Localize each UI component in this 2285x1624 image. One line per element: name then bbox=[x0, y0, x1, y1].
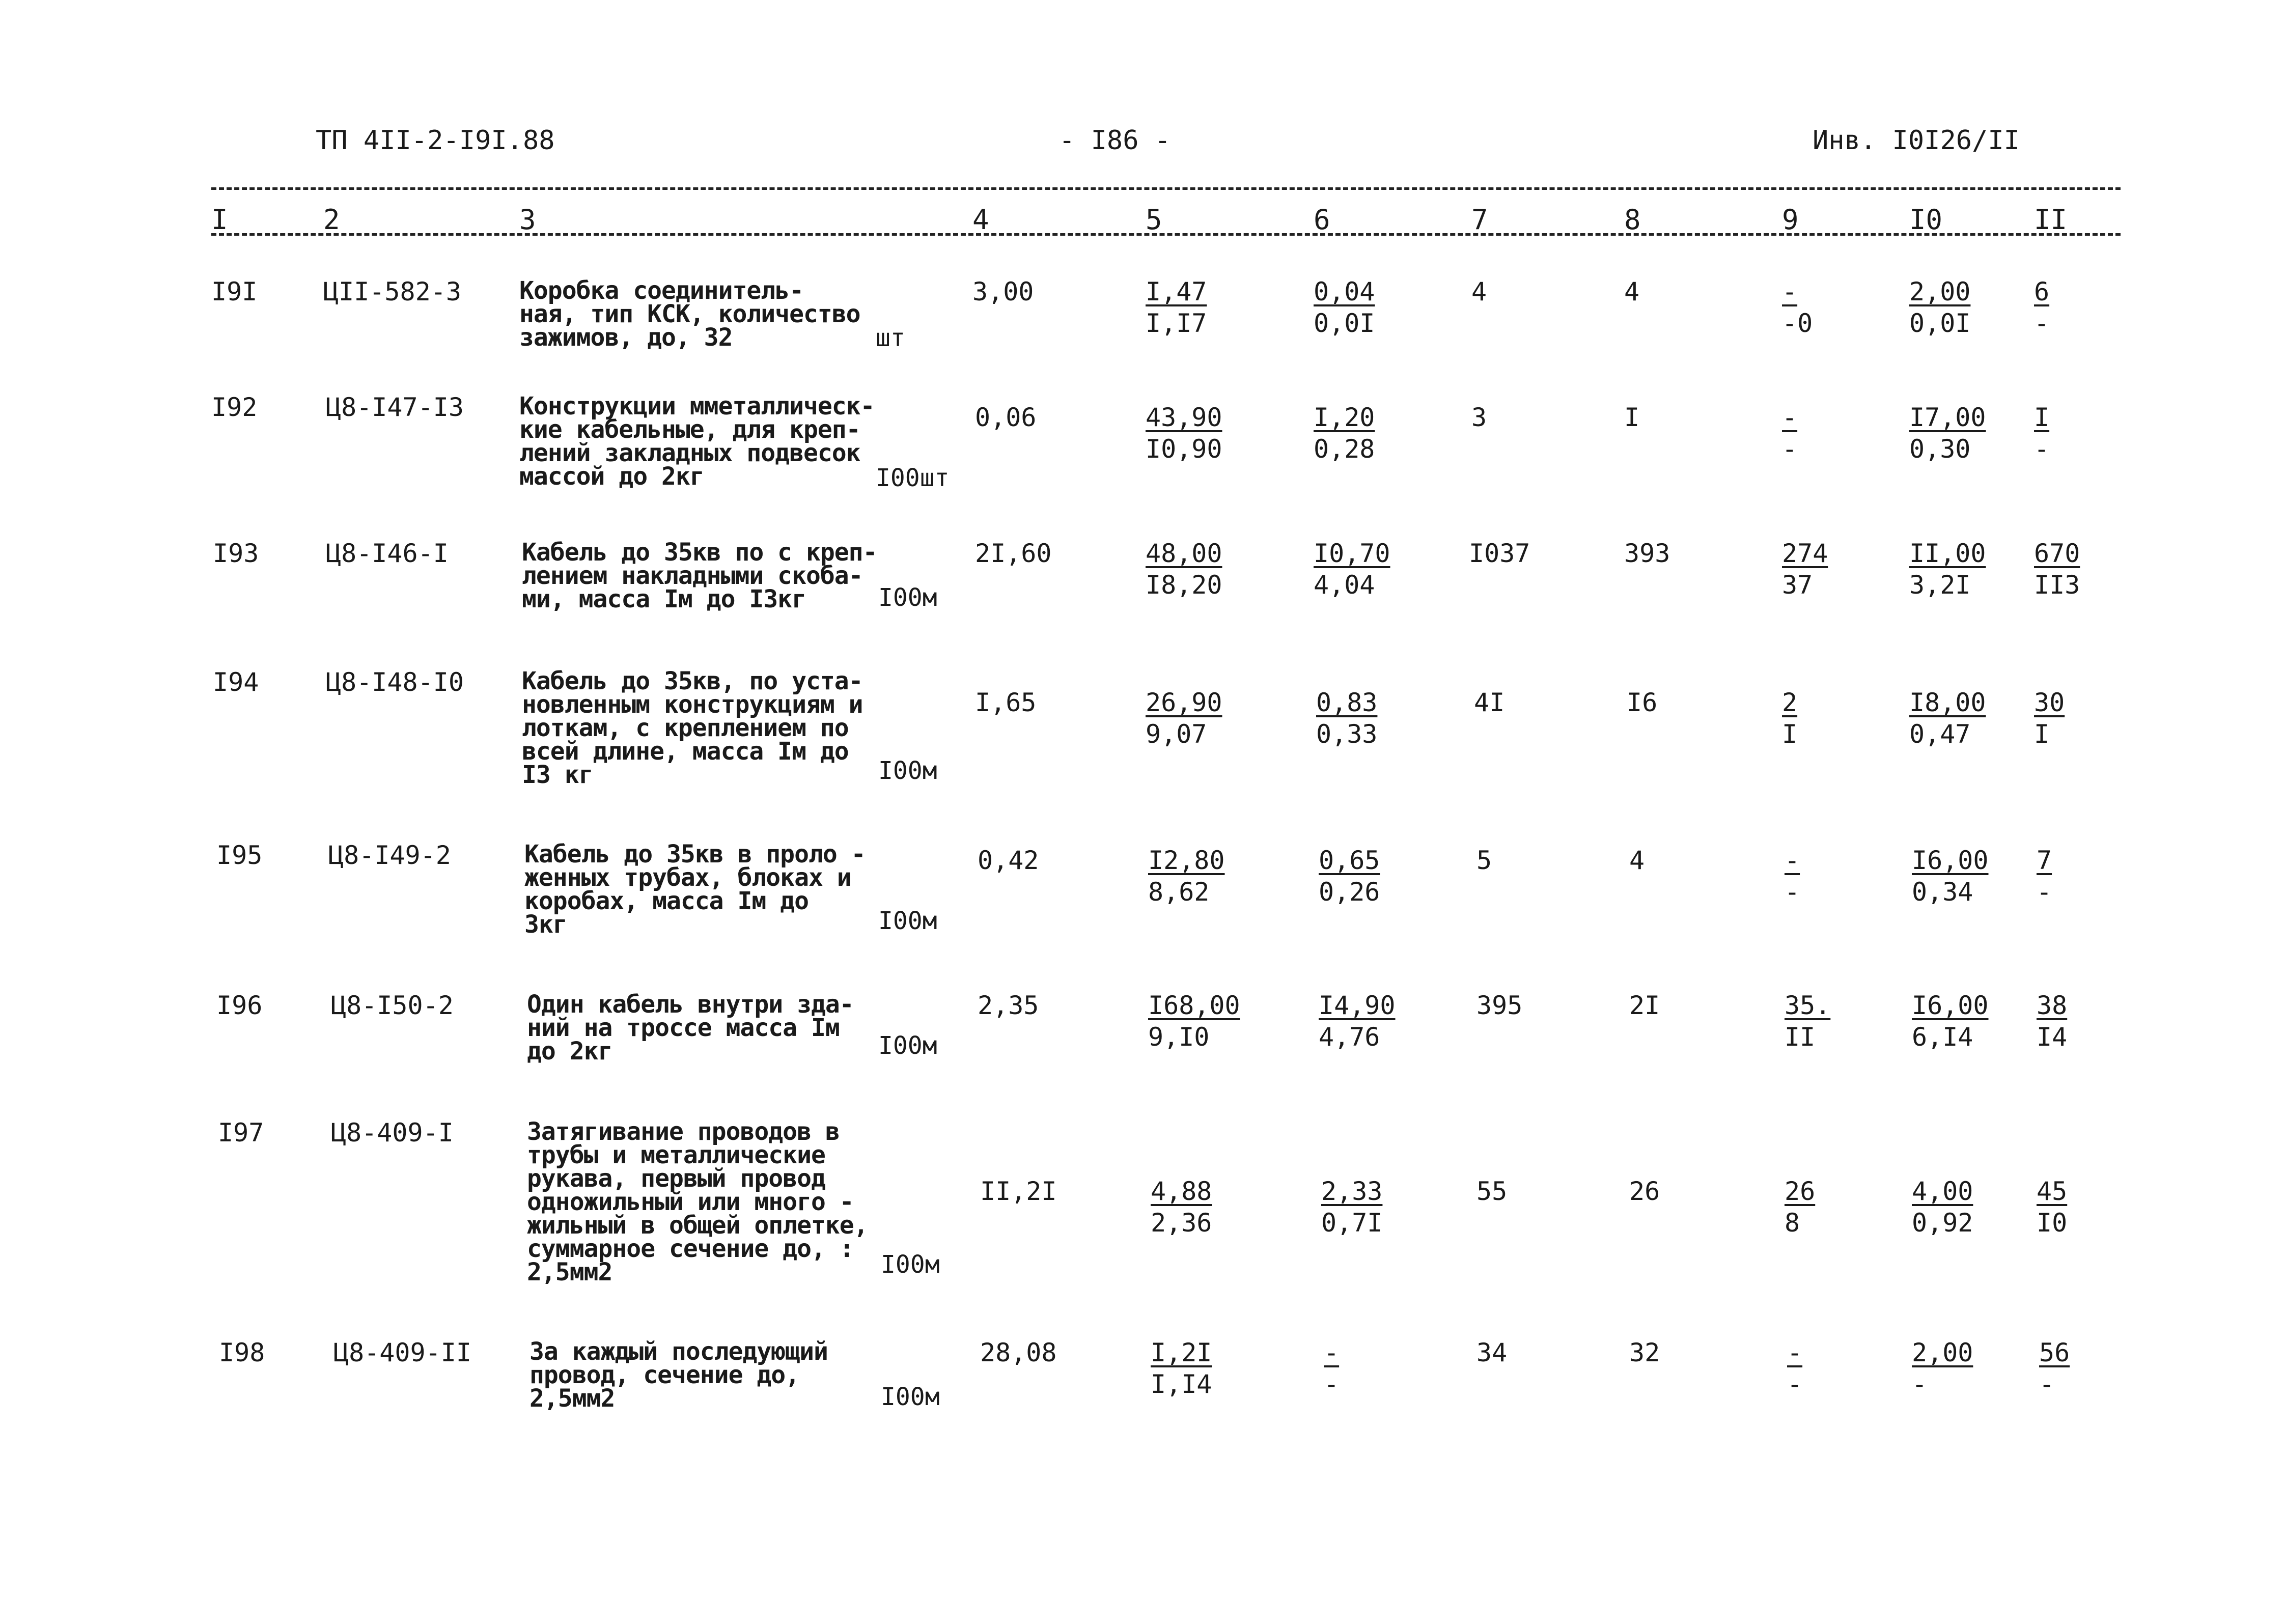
unit: I00м bbox=[878, 583, 937, 612]
unit: I00м bbox=[878, 907, 937, 935]
col8-value: 393 bbox=[1624, 539, 1670, 568]
col11-top: 670 bbox=[2034, 539, 2080, 568]
quantity: 28,08 bbox=[980, 1338, 1057, 1367]
col10-values bbox=[1909, 405, 1986, 462]
col10-values bbox=[1909, 541, 1986, 598]
unit: шт bbox=[876, 324, 905, 352]
col5-values bbox=[1146, 690, 1222, 747]
document-code: ТП 4II-2-I9I.88 bbox=[316, 125, 555, 156]
page-number: - I86 - bbox=[1059, 125, 1171, 156]
header-rule-bottom bbox=[211, 233, 2121, 236]
col8-value: 4 bbox=[1629, 846, 1645, 875]
col5-bottom: I0,90 bbox=[1146, 434, 1222, 464]
col7-value: 4 bbox=[1471, 277, 1487, 306]
work-description: Конструкции мметаллическ- кие кабельные, для креп- лений закладных подвесок массой до 2кг bbox=[519, 392, 875, 491]
col6-values bbox=[1314, 541, 1390, 598]
norm-code: Ц8-409-II bbox=[333, 1338, 471, 1367]
col11-values bbox=[2034, 541, 2080, 598]
col11-bottom: I4 bbox=[2037, 1022, 2068, 1052]
column-header: 2 bbox=[323, 204, 340, 236]
col10-top: 2,00 bbox=[1912, 1338, 1973, 1367]
col10-values bbox=[1909, 690, 1986, 747]
col11-top: 38 bbox=[2037, 991, 2068, 1020]
col6-top: 0,65 bbox=[1319, 846, 1380, 875]
col7-value: 395 bbox=[1476, 991, 1523, 1020]
col10-values bbox=[1912, 1340, 1973, 1397]
col5-bottom: I,I7 bbox=[1146, 309, 1207, 338]
col11-top: 30 bbox=[2034, 688, 2065, 717]
col5-top: I68,00 bbox=[1148, 991, 1240, 1020]
col11-top: 45 bbox=[2037, 1177, 2068, 1206]
col6-bottom: - bbox=[1324, 1369, 1340, 1399]
col5-top: 43,90 bbox=[1146, 403, 1222, 432]
col6-values bbox=[1319, 993, 1396, 1050]
quantity: 0,42 bbox=[978, 846, 1039, 875]
col10-bottom: - bbox=[1912, 1369, 1928, 1399]
col5-top: 48,00 bbox=[1146, 539, 1222, 568]
col5-values bbox=[1148, 848, 1225, 905]
col9-top: - bbox=[1785, 846, 1800, 875]
col11-top: 6 bbox=[2034, 277, 2050, 306]
column-header: 4 bbox=[972, 204, 989, 236]
col9-values bbox=[1787, 1340, 1802, 1397]
col7-value: 3 bbox=[1471, 403, 1487, 432]
col6-bottom: 0,0I bbox=[1314, 309, 1375, 338]
quantity: 3,00 bbox=[972, 277, 1034, 306]
col5-bottom: I,I4 bbox=[1151, 1369, 1212, 1399]
col6-bottom: 4,76 bbox=[1319, 1022, 1380, 1052]
col5-bottom: 2,36 bbox=[1151, 1208, 1212, 1238]
row-number: I96 bbox=[216, 991, 263, 1020]
col6-bottom: 0,7I bbox=[1321, 1208, 1383, 1238]
col6-top: I,20 bbox=[1314, 403, 1375, 432]
col6-top: I0,70 bbox=[1314, 539, 1390, 568]
col5-values bbox=[1146, 541, 1222, 598]
header-rule-top bbox=[211, 187, 2121, 190]
col6-bottom: 4,04 bbox=[1314, 570, 1375, 600]
column-header: 8 bbox=[1624, 204, 1641, 236]
col9-bottom: - bbox=[1785, 877, 1800, 907]
col9-top: - bbox=[1787, 1338, 1803, 1367]
col10-bottom: 0,0I bbox=[1909, 309, 1971, 338]
col6-top: 0,83 bbox=[1316, 688, 1378, 717]
col9-values bbox=[1782, 541, 1828, 598]
col6-bottom: 0,28 bbox=[1314, 434, 1375, 464]
col6-values bbox=[1314, 405, 1375, 462]
work-description: Кабель до 35кв, по уста- новленным конструкциям и лоткам, с креплением по всей длине, масса Iм до I3 кг bbox=[522, 667, 863, 789]
col10-top: I8,00 bbox=[1909, 688, 1986, 717]
col8-value: I6 bbox=[1627, 688, 1658, 717]
quantity: I,65 bbox=[975, 688, 1037, 717]
col6-values bbox=[1314, 279, 1375, 336]
unit: I00м bbox=[881, 1383, 940, 1411]
col9-bottom: II bbox=[1785, 1022, 1816, 1052]
col9-values bbox=[1785, 993, 1830, 1050]
col10-values bbox=[1912, 1179, 1973, 1236]
col5-bottom: 9,I0 bbox=[1148, 1022, 1210, 1052]
col9-top: 26 bbox=[1785, 1177, 1816, 1206]
col11-values bbox=[2034, 690, 2065, 747]
col6-top: - bbox=[1324, 1338, 1340, 1367]
col11-values bbox=[2037, 993, 2067, 1050]
work-description: Затягивание проводов в трубы и металлические рукава, первый провод одножильный или много - жильный в общей оплетке, суммарное сечение до, : 2,5мм2 bbox=[527, 1117, 868, 1286]
column-header: II bbox=[2034, 204, 2068, 236]
work-description: За каждый последующий провод, сечение до, 2,5мм2 bbox=[530, 1337, 828, 1413]
col9-bottom: -0 bbox=[1782, 309, 1813, 338]
col10-bottom: 3,2I bbox=[1909, 570, 1971, 600]
row-number: I98 bbox=[219, 1338, 265, 1367]
col10-top: 4,00 bbox=[1912, 1177, 1973, 1206]
col10-top: II,00 bbox=[1909, 539, 1986, 568]
col7-value: 4I bbox=[1474, 688, 1505, 717]
col5-bottom: 8,62 bbox=[1148, 877, 1210, 907]
col5-top: 4,88 bbox=[1151, 1177, 1212, 1206]
col9-top: - bbox=[1782, 403, 1798, 432]
col11-bottom: I0 bbox=[2037, 1208, 2068, 1238]
col10-values bbox=[1909, 279, 1970, 336]
norm-code: Ц8-I50-2 bbox=[331, 991, 454, 1020]
col9-bottom: 8 bbox=[1785, 1208, 1800, 1238]
col11-values bbox=[2034, 405, 2049, 462]
unit: I00м bbox=[878, 1031, 937, 1060]
col10-values bbox=[1912, 993, 1989, 1050]
col11-values bbox=[2037, 1179, 2067, 1236]
work-description: Коробка соединитель- ная, тип КСК, количество зажимов, до, 32 bbox=[519, 276, 860, 352]
norm-code: Ц8-409-I bbox=[331, 1118, 454, 1147]
col8-value: 26 bbox=[1629, 1177, 1660, 1206]
row-number: I92 bbox=[211, 393, 258, 422]
col6-values bbox=[1321, 1179, 1382, 1236]
unit: I00м bbox=[878, 757, 937, 785]
row-number: I94 bbox=[213, 667, 259, 697]
col9-values bbox=[1785, 1179, 1815, 1236]
col9-bottom: 37 bbox=[1782, 570, 1813, 600]
col6-bottom: 0,33 bbox=[1316, 719, 1378, 749]
col6-values bbox=[1324, 1340, 1339, 1397]
col7-value: 5 bbox=[1476, 846, 1492, 875]
col6-top: 0,04 bbox=[1314, 277, 1375, 306]
quantity: 2,35 bbox=[978, 991, 1039, 1020]
norm-code: Ц8-I47-I3 bbox=[326, 393, 464, 422]
column-header: 6 bbox=[1314, 204, 1330, 236]
column-header: 5 bbox=[1146, 204, 1162, 236]
col9-values bbox=[1782, 279, 1813, 336]
col9-top: - bbox=[1782, 277, 1798, 306]
col8-value: 32 bbox=[1629, 1338, 1660, 1367]
col11-values bbox=[2039, 1340, 2070, 1397]
work-description: Кабель до 35кв по с креп- лением накладными скоба- ми, масса Iм до I3кг bbox=[522, 538, 877, 613]
col10-bottom: 0,92 bbox=[1912, 1208, 1973, 1238]
col11-bottom: - bbox=[2037, 877, 2052, 907]
col9-top: 274 bbox=[1782, 539, 1828, 568]
unit: I00м bbox=[881, 1250, 940, 1279]
column-header: 9 bbox=[1782, 204, 1799, 236]
col6-top: I4,90 bbox=[1319, 991, 1396, 1020]
col5-values bbox=[1151, 1340, 1212, 1397]
col5-top: 26,90 bbox=[1146, 688, 1222, 717]
col8-value: 2I bbox=[1629, 991, 1660, 1020]
col9-top: 2 bbox=[1782, 688, 1798, 717]
col11-values bbox=[2034, 279, 2049, 336]
row-number: I9I bbox=[211, 277, 258, 306]
col5-values bbox=[1151, 1179, 1212, 1236]
column-header: I0 bbox=[1909, 204, 1943, 236]
col6-bottom: 0,26 bbox=[1319, 877, 1380, 907]
col9-bottom: - bbox=[1787, 1369, 1803, 1399]
col9-values bbox=[1782, 690, 1797, 747]
column-header: 3 bbox=[519, 204, 536, 236]
col11-bottom: I bbox=[2034, 719, 2050, 749]
col10-top: I7,00 bbox=[1909, 403, 1986, 432]
col9-top: 35. bbox=[1785, 991, 1831, 1020]
col11-values bbox=[2037, 848, 2052, 905]
col10-values bbox=[1912, 848, 1989, 905]
col5-top: I,2I bbox=[1151, 1338, 1212, 1367]
col10-top: I6,00 bbox=[1912, 846, 1989, 875]
work-description: Кабель до 35кв в проло - женных трубах, блоках и коробах, масса Iм до 3кг bbox=[524, 840, 866, 939]
col11-bottom: - bbox=[2034, 434, 2050, 464]
col7-value: I037 bbox=[1469, 539, 1530, 568]
col11-top: 7 bbox=[2037, 846, 2052, 875]
inventory-number: Инв. I0I26/II bbox=[1813, 125, 2020, 156]
norm-code: ЦII-582-3 bbox=[323, 277, 461, 306]
col5-bottom: I8,20 bbox=[1146, 570, 1222, 600]
quantity: 2I,60 bbox=[975, 539, 1052, 568]
col11-top: 56 bbox=[2039, 1338, 2070, 1367]
col10-bottom: 0,47 bbox=[1909, 719, 1971, 749]
col9-values bbox=[1785, 848, 1800, 905]
col8-value: 4 bbox=[1624, 277, 1640, 306]
col5-values bbox=[1146, 405, 1222, 462]
col11-top: I bbox=[2034, 403, 2050, 432]
col5-top: I,47 bbox=[1146, 277, 1207, 306]
col9-bottom: I bbox=[1782, 719, 1798, 749]
col6-values bbox=[1316, 690, 1377, 747]
col5-values bbox=[1146, 279, 1207, 336]
col6-values bbox=[1319, 848, 1380, 905]
col7-value: 55 bbox=[1476, 1177, 1508, 1206]
row-number: I97 bbox=[218, 1118, 264, 1147]
col10-bottom: 6,I4 bbox=[1912, 1022, 1973, 1052]
column-header: 7 bbox=[1471, 204, 1488, 236]
col10-top: I6,00 bbox=[1912, 991, 1989, 1020]
col5-bottom: 9,07 bbox=[1146, 719, 1207, 749]
col9-bottom: - bbox=[1782, 434, 1798, 464]
col5-top: I2,80 bbox=[1148, 846, 1225, 875]
work-description: Один кабель внутри зда- ний на троссе масса Iм до 2кг bbox=[527, 990, 854, 1066]
norm-code: Ц8-I46-I bbox=[326, 539, 449, 568]
col11-bottom: II3 bbox=[2034, 570, 2080, 600]
norm-code: Ц8-I49-2 bbox=[328, 841, 451, 870]
row-number: I93 bbox=[213, 539, 259, 568]
col11-bottom: - bbox=[2034, 309, 2050, 338]
col5-values bbox=[1148, 993, 1240, 1050]
quantity: 0,06 bbox=[975, 403, 1037, 432]
unit: I00шт bbox=[876, 464, 950, 492]
col11-bottom: - bbox=[2039, 1369, 2055, 1399]
col10-bottom: 0,34 bbox=[1912, 877, 1973, 907]
quantity: II,2I bbox=[980, 1177, 1057, 1206]
col10-top: 2,00 bbox=[1909, 277, 1971, 306]
col6-top: 2,33 bbox=[1321, 1177, 1383, 1206]
row-number: I95 bbox=[216, 841, 263, 870]
column-header: I bbox=[211, 204, 228, 236]
col9-values bbox=[1782, 405, 1797, 462]
norm-code: Ц8-I48-I0 bbox=[326, 667, 464, 697]
col8-value: I bbox=[1624, 403, 1640, 432]
col10-bottom: 0,30 bbox=[1909, 434, 1971, 464]
col7-value: 34 bbox=[1476, 1338, 1508, 1367]
